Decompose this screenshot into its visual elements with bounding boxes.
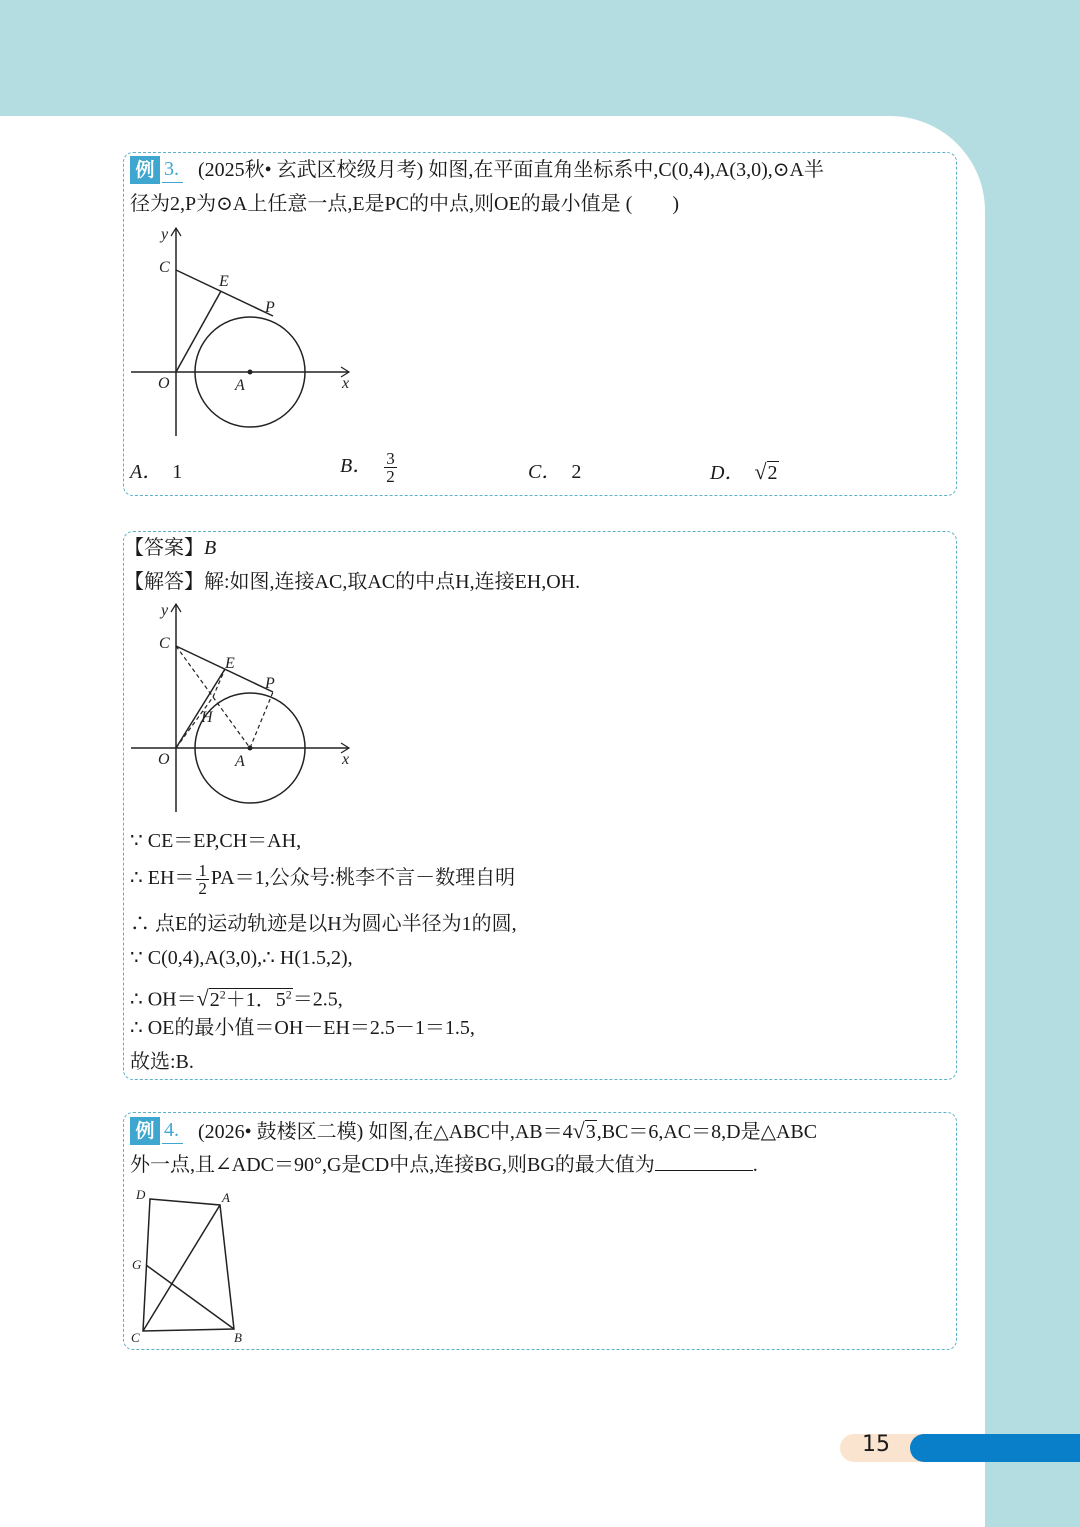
sol-label-p: P	[265, 675, 275, 692]
fig3-label-p: P	[265, 299, 275, 316]
example-3-line-1: (2025秋• 玄武区校级月考) 如图,在平面直角坐标系中,C(0,4),A(3,0),⊙A半	[198, 159, 824, 181]
answer-blank[interactable]	[655, 1152, 753, 1171]
sol-label-h: H	[201, 709, 213, 726]
example-4-figure	[128, 1185, 258, 1347]
option-a: A． 1	[130, 461, 183, 483]
fig4-label-c: C	[131, 1330, 140, 1345]
page-number-bar	[910, 1434, 1080, 1462]
example-3-line-2: 径为2,P为⊙A上任意一点,E是PC的中点,则OE的最小值是 ( )	[130, 193, 679, 215]
fig3-label-x: x	[342, 375, 350, 392]
solution-step-3: ∴ 点E的运动轨迹是以H为圆心半径为1的圆,	[130, 913, 517, 935]
option-d: D． √2	[710, 459, 778, 484]
sol-label-o: O	[158, 751, 170, 768]
example-4-line-1: (2026• 鼓楼区二模) 如图,在△ABC中,AB＝4√3,BC＝6,AC＝8,D是△ABC	[198, 1118, 818, 1143]
example-3-tag: 例	[130, 156, 160, 184]
fig3-label-o: O	[158, 375, 170, 392]
sol-label-x: x	[342, 751, 350, 768]
fig3-label-a: A	[235, 377, 245, 394]
fig3-label-y: y	[161, 226, 169, 243]
sol-label-e: E	[225, 655, 235, 672]
sol-label-y: y	[161, 602, 169, 619]
analysis-line: 【解答】解:如图,连接AC,取AC的中点H,连接EH,OH.	[124, 571, 581, 593]
fig3-label-e: E	[219, 273, 229, 290]
solution-step-4: ∵ C(0,4),A(3,0),∴ H(1.5,2),	[130, 947, 353, 969]
solution-step-7: 故选:B.	[130, 1051, 194, 1073]
example-4-number: 4.	[162, 1117, 183, 1144]
option-c: C． 2	[528, 461, 582, 483]
solution-step-1: ∵ CE＝EP,CH＝AH,	[130, 830, 302, 852]
fig4-label-b: B	[234, 1330, 242, 1345]
fig4-label-a: A	[222, 1190, 230, 1205]
fig4-label-g: G	[132, 1257, 142, 1272]
page-number: 15	[862, 1432, 890, 1457]
example-3-number: 3.	[162, 156, 183, 183]
sol-label-a: A	[235, 753, 245, 770]
example-4-line-2: 外一点,且∠ADC＝90°,G是CD中点,连接BG,则BG的最大值为 .	[130, 1154, 758, 1176]
solution-figure	[125, 598, 365, 820]
answer-line: 【答案】B	[124, 537, 217, 559]
solution-step-6: ∴ OE的最小值＝OH－EH＝2.5－1＝1.5,	[130, 1017, 475, 1039]
fig4-label-d: D	[136, 1187, 146, 1202]
example-3-figure	[125, 222, 365, 444]
option-b: B． $\frac{3}{2}$	[340, 449, 395, 486]
sol-label-c: C	[159, 635, 170, 652]
solution-step-5: ∴ $OH=√2^2+1$．$5^2=2.5$,	[130, 985, 343, 1011]
example-4-tag: 例	[130, 1117, 160, 1145]
solution-step-2: ∴ EH＝ $\frac{1}{2}$ PA＝1,公众号:桃李不言－数理自明	[130, 861, 516, 898]
fig3-label-c: C	[159, 259, 170, 276]
